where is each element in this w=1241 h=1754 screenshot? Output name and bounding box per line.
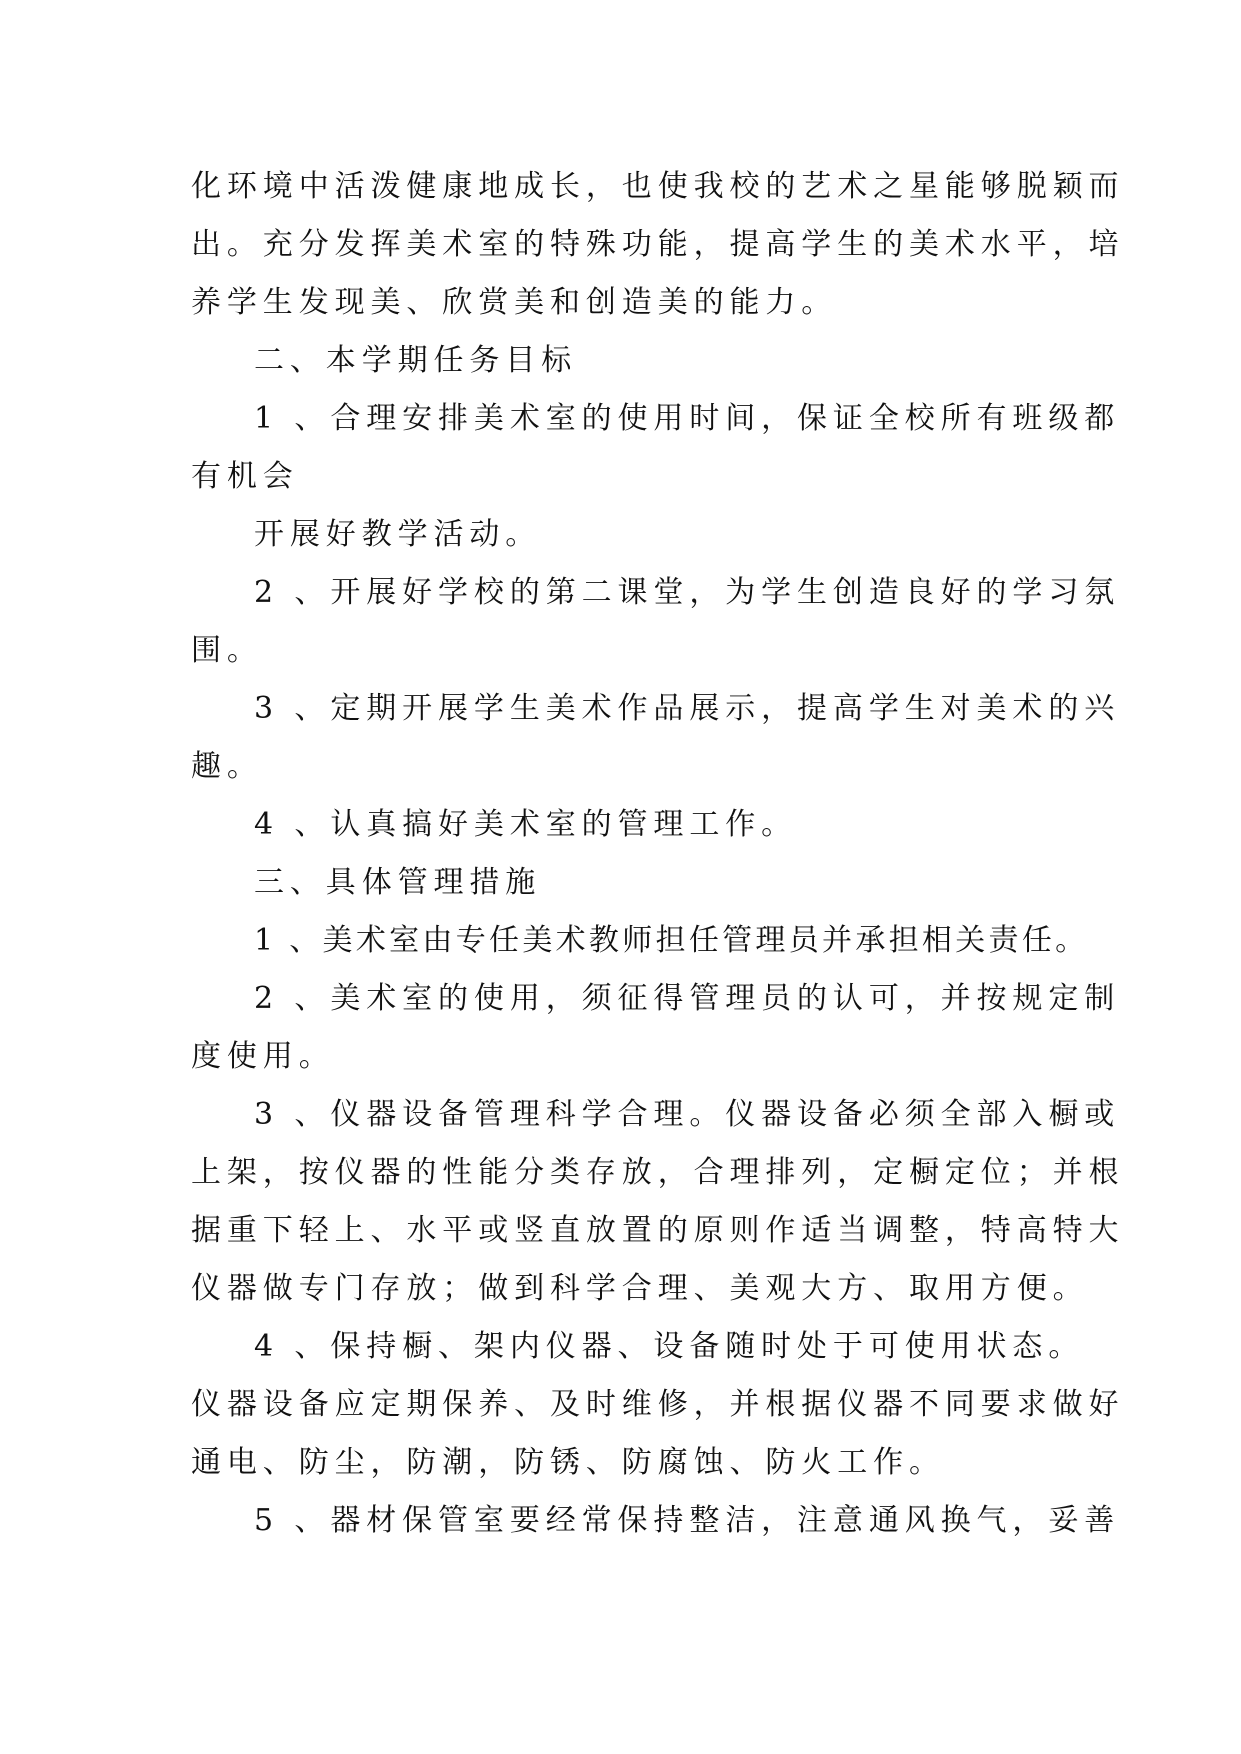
paragraph-line: 围。 [191, 633, 263, 668]
paragraph-line: 有机会 [191, 459, 299, 494]
paragraph-line: 出。充分发挥美术室的特殊功能，提高学生的美术水平，培 [191, 227, 1125, 262]
paragraph-line: 2 、开展好学校的第二课堂，为学生创造良好的学习氛 [254, 575, 1121, 610]
paragraph-line: 1 、合理安排美术室的使用时间，保证全校所有班级都 [254, 401, 1121, 436]
section-heading: 三、具体管理措施 [254, 865, 542, 900]
paragraph-line: 养学生发现美、欣赏美和创造美的能力。 [191, 285, 838, 320]
paragraph-line: 仪器做专门存放；做到科学合理、美观大方、取用方便。 [191, 1271, 1089, 1306]
paragraph-line: 3 、定期开展学生美术作品展示，提高学生对美术的兴 [254, 691, 1121, 726]
paragraph-line: 5 、器材保管室要经常保持整洁，注意通风换气，妥善 [254, 1503, 1121, 1538]
paragraph-line: 4 、认真搞好美术室的管理工作。 [254, 807, 798, 842]
paragraph-line: 2 、美术室的使用，须征得管理员的认可，并按规定制 [254, 981, 1121, 1016]
paragraph-line: 通电、防尘，防潮，防锈、防腐蚀、防火工作。 [191, 1445, 945, 1480]
paragraph-line: 趣。 [191, 749, 263, 784]
paragraph-line: 开展好教学活动。 [254, 517, 542, 552]
paragraph-line: 化环境中活泼健康地成长，也使我校的艺术之星能够脱颖而 [191, 169, 1125, 204]
paragraph-line: 4 、保持橱、架内仪器、设备随时处于可使用状态。 [254, 1329, 1085, 1364]
paragraph-line: 3 、仪器设备管理科学合理。仪器设备必须全部入橱或 [254, 1097, 1121, 1132]
paragraph-line: 上架，按仪器的性能分类存放，合理排列，定橱定位；并根 [191, 1155, 1125, 1190]
paragraph-line: 仪器设备应定期保养、及时维修，并根据仪器不同要求做好 [191, 1387, 1125, 1422]
paragraph-line: 1 、美术室由专任美术教师担任管理员并承担相关责任。 [254, 923, 1089, 958]
section-heading: 二、本学期任务目标 [254, 343, 578, 378]
paragraph-line: 据重下轻上、水平或竖直放置的原则作适当调整，特高特大 [191, 1213, 1125, 1248]
paragraph-line: 度使用。 [191, 1039, 335, 1074]
